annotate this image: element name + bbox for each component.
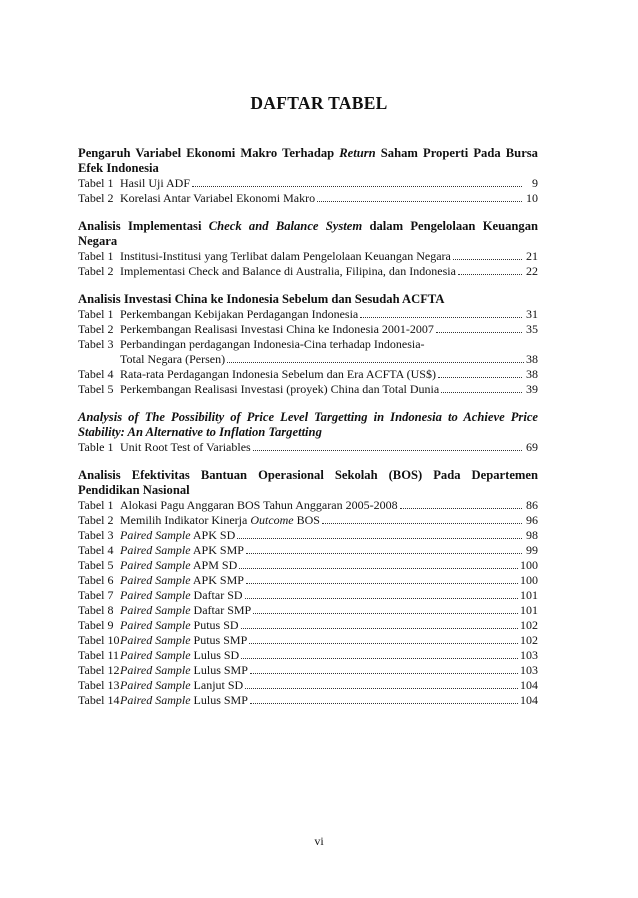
toc-entry[interactable]	[78, 498, 538, 513]
entry-page-number: 103	[520, 663, 538, 677]
italic-text: Paired Sample	[120, 693, 191, 707]
text-segment: Daftar SMP	[190, 603, 252, 617]
dot-leader	[253, 450, 522, 451]
toc-entry[interactable]	[78, 513, 538, 528]
toc-entry[interactable]	[78, 191, 538, 206]
entry-label: Tabel 1	[78, 498, 114, 512]
entry-page-number: 31	[526, 307, 538, 321]
dot-leader	[245, 688, 518, 689]
entry-page-number: 104	[520, 678, 538, 692]
entry-title	[120, 573, 244, 588]
section-heading	[78, 219, 538, 249]
dot-leader	[453, 259, 522, 260]
entry-title	[120, 367, 436, 382]
entry-title	[120, 528, 235, 543]
toc-entry[interactable]	[78, 663, 538, 678]
dot-leader	[192, 186, 522, 187]
text-segment: Pengaruh Variabel Ekonomi Makro Terhadap	[78, 146, 340, 160]
entry-page-number: 86	[526, 498, 538, 512]
toc-section	[78, 292, 538, 397]
entry-title	[120, 264, 456, 279]
entry-label: Tabel 5	[78, 382, 114, 396]
dot-leader	[249, 643, 518, 644]
entry-label: Tabel 1	[78, 307, 114, 321]
entry-label: Tabel 14	[78, 693, 120, 707]
text-segment: Saham Properti Pada Bursa Efek Indonesia	[78, 146, 538, 175]
toc-entry[interactable]	[78, 176, 538, 191]
entry-title	[120, 176, 190, 191]
dot-leader	[317, 201, 522, 202]
text-segment: APK SMP	[190, 573, 244, 587]
entry-label: Tabel 1	[78, 176, 114, 190]
toc-entry-continuation	[78, 352, 538, 367]
dot-leader	[246, 583, 518, 584]
toc-entry[interactable]	[78, 588, 538, 603]
entry-title	[120, 337, 425, 352]
toc-entry[interactable]	[78, 648, 538, 663]
text-segment: Alokasi Pagu Anggaran BOS Tahun Anggaran 2005-2008	[120, 498, 398, 512]
entry-page-number: 103	[520, 648, 538, 662]
entry-page-number: 100	[520, 558, 538, 572]
italic-text: Paired Sample	[120, 588, 191, 602]
text-segment: Analisis Investasi China ke Indonesia Sebelum dan Sesudah ACFTA	[78, 292, 445, 306]
entry-page-number: 22	[526, 264, 538, 278]
entry-page-number: 35	[526, 322, 538, 336]
entry-title	[120, 693, 248, 708]
entry-page-number: 10	[526, 191, 538, 205]
entry-label: Tabel 11	[78, 648, 120, 662]
dot-leader	[245, 598, 518, 599]
entry-title	[120, 618, 239, 633]
toc-section	[78, 410, 538, 455]
entry-label: Tabel 12	[78, 663, 120, 677]
toc-entry[interactable]	[78, 693, 538, 708]
entry-label: Tabel 1	[78, 249, 114, 263]
text-segment: Perkembangan Realisasi Investasi (proyek) China dan Total Dunia	[120, 382, 440, 396]
entry-label: Tabel 4	[78, 367, 114, 381]
dot-leader	[441, 392, 522, 393]
entry-page-number: 102	[520, 633, 538, 647]
entry-page-number: 101	[520, 588, 538, 602]
italic-text: Outcome	[250, 513, 294, 527]
entry-label: Tabel 13	[78, 678, 120, 692]
page-title: DAFTAR TABEL	[250, 93, 388, 113]
entry-page-number: 21	[526, 249, 538, 263]
text-segment: Perbandingan perdagangan Indonesia-Cina terhadap Indonesia-	[120, 337, 425, 351]
dot-leader	[246, 553, 522, 554]
text-segment: dalam Pengelolaan Keuangan Negara	[78, 219, 538, 248]
text-segment: Lulus SD	[190, 648, 240, 662]
text-segment: Perkembangan Kebijakan Perdagangan Indonesia	[120, 307, 359, 321]
dot-leader	[237, 538, 522, 539]
dot-leader	[436, 332, 522, 333]
entry-title	[120, 678, 243, 693]
italic-text: Paired Sample	[120, 558, 191, 572]
entry-title	[120, 322, 434, 337]
text-segment: Lulus SMP	[190, 693, 248, 707]
toc-entry[interactable]	[78, 440, 538, 455]
entry-title	[120, 191, 315, 206]
entry-label: Tabel 8	[78, 603, 114, 617]
entry-title	[120, 648, 239, 663]
entry-title	[120, 440, 251, 455]
entry-page-number: 100	[520, 573, 538, 587]
dot-leader	[250, 703, 518, 704]
dot-leader	[250, 673, 518, 674]
italic-text: Check and Balance System	[208, 219, 363, 233]
text-segment: Institusi-Institusi yang Terlibat dalam Pengelolaan Keuangan Negara	[120, 249, 451, 263]
text-segment: Rata-rata Perdagangan Indonesia Sebelum dan Era ACFTA (US$)	[120, 367, 436, 381]
entry-label: Tabel 7	[78, 588, 114, 602]
section-heading	[78, 146, 538, 176]
italic-text: Paired Sample	[120, 633, 191, 647]
dot-leader	[253, 613, 518, 614]
italic-text: Paired Sample	[120, 603, 191, 617]
toc-entry[interactable]	[78, 264, 538, 279]
entry-page-number: 69	[526, 440, 538, 454]
text-segment: Analisis Implementasi	[78, 219, 209, 233]
dot-leader	[239, 568, 518, 569]
entry-label: Table 1	[78, 440, 114, 454]
entry-title-continued: Total Negara (Persen)	[120, 352, 226, 366]
toc-entry[interactable]	[78, 573, 538, 588]
text-segment: Lanjut SD	[190, 678, 244, 692]
toc-entry[interactable]	[78, 528, 538, 543]
section-heading	[78, 292, 538, 307]
text-segment: APM SD	[190, 558, 238, 572]
dot-leader	[241, 658, 518, 659]
toc-entry[interactable]	[78, 337, 538, 352]
entry-title	[120, 513, 320, 528]
entry-page-number: 96	[526, 513, 538, 527]
italic-text: Paired Sample	[120, 573, 191, 587]
entry-title	[120, 382, 439, 397]
italic-text: Return	[339, 146, 376, 160]
entry-title	[120, 249, 451, 264]
italic-text: Analysis of The Possibility of Price Level Targetting in Indonesia to Achieve Price Stability: An Alternative to Inflation Targetting	[78, 410, 538, 439]
entry-page-number: 104	[520, 693, 538, 707]
text-segment: Memilih Indikator Kinerja	[120, 513, 251, 527]
text-segment: Daftar SD	[190, 588, 243, 602]
text-segment: APK SD	[190, 528, 236, 542]
text-segment: Putus SMP	[190, 633, 248, 647]
text-segment: Analisis Efektivitas Bantuan Operasional Sekolah (BOS) Pada Departemen Pendidikan Nasional	[78, 468, 538, 497]
text-segment: Unit Root Test of Variables	[120, 440, 251, 454]
toc-entry[interactable]	[78, 603, 538, 618]
toc-section	[78, 468, 538, 708]
text-segment: BOS	[293, 513, 320, 527]
entry-title	[120, 603, 251, 618]
entry-label: Tabel 9	[78, 618, 114, 632]
dot-leader	[322, 523, 522, 524]
toc-entry[interactable]	[78, 322, 538, 337]
toc-entry[interactable]	[78, 249, 538, 264]
toc-entry[interactable]	[78, 633, 538, 648]
table-of-contents	[78, 146, 538, 721]
toc-entry[interactable]	[78, 382, 538, 397]
entry-title	[120, 307, 358, 322]
text-segment: Hasil Uji ADF	[120, 176, 191, 190]
entry-title	[120, 498, 398, 513]
dot-leader	[227, 362, 524, 363]
entry-title	[120, 633, 247, 648]
entry-label: Tabel 2	[78, 264, 114, 278]
entry-label: Tabel 5	[78, 558, 114, 572]
entry-label: Tabel 2	[78, 513, 114, 527]
entry-title	[120, 558, 237, 573]
entry-page-number: 102	[520, 618, 538, 632]
entry-label: Tabel 3	[78, 337, 114, 351]
entry-title	[120, 588, 243, 603]
italic-text: Paired Sample	[120, 543, 191, 557]
entry-page-number: 39	[526, 382, 538, 396]
toc-entry[interactable]	[78, 678, 538, 693]
text-segment: APK SMP	[190, 543, 244, 557]
text-segment: Implementasi Check and Balance di Australia, Filipina, dan Indonesia	[120, 264, 456, 278]
section-heading	[78, 410, 538, 440]
entry-title	[120, 663, 248, 678]
toc-entry[interactable]	[78, 558, 538, 573]
text-segment: Korelasi Antar Variabel Ekonomi Makro	[120, 191, 316, 205]
entry-page-number: 38	[526, 352, 538, 366]
toc-section	[78, 219, 538, 279]
text-segment: Perkembangan Realisasi Investasi China ke Indonesia 2001-2007	[120, 322, 434, 336]
dot-leader	[438, 377, 522, 378]
entry-label: Tabel 3	[78, 528, 114, 542]
entry-page-number: 99	[526, 543, 538, 557]
text-segment: Lulus SMP	[190, 663, 248, 677]
italic-text: Paired Sample	[120, 528, 191, 542]
entry-label: Tabel 4	[78, 543, 114, 557]
section-heading	[78, 468, 538, 498]
entry-page-number: 9	[532, 176, 538, 190]
dot-leader	[360, 317, 522, 318]
italic-text: Paired Sample	[120, 663, 191, 677]
italic-text: Paired Sample	[120, 648, 191, 662]
toc-entry[interactable]	[78, 543, 538, 558]
toc-entry[interactable]	[78, 618, 538, 633]
italic-text: Paired Sample	[120, 678, 191, 692]
toc-entry[interactable]	[78, 367, 538, 382]
entry-label: Tabel 6	[78, 573, 114, 587]
toc-entry[interactable]	[78, 307, 538, 322]
text-segment: Putus SD	[190, 618, 239, 632]
dot-leader	[400, 508, 522, 509]
italic-text: Paired Sample	[120, 618, 191, 632]
toc-section	[78, 146, 538, 206]
entry-label: Tabel 2	[78, 322, 114, 336]
entry-label: Tabel 10	[78, 633, 120, 647]
entry-title	[120, 543, 244, 558]
entry-page-number: 38	[526, 367, 538, 381]
dot-leader	[241, 628, 518, 629]
dot-leader	[458, 274, 522, 275]
entry-label: Tabel 2	[78, 191, 114, 205]
entry-page-number: 101	[520, 603, 538, 617]
entry-page-number: 98	[526, 528, 538, 542]
page-number: vi	[314, 834, 324, 848]
